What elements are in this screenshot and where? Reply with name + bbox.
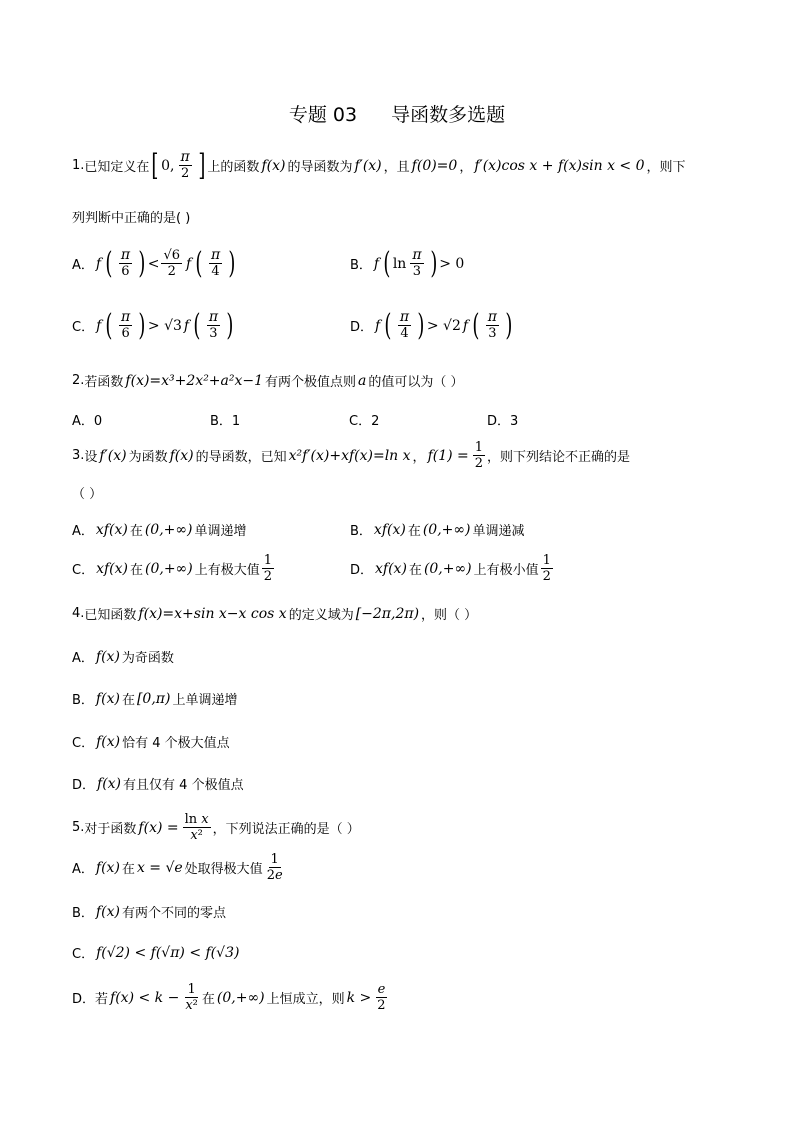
q5-d-label: D． [72,992,96,1007]
q5-number: 5. [72,820,85,835]
q4-d-expr: f(x) [97,775,122,792]
q3-a-text2: 单调递增 [194,524,247,539]
q4-a-label: A． [72,651,94,666]
q1-option-b[interactable]: B． f ( ln $\frac{\pi}{3}$ ) > 0 [350,245,465,281]
q5-b-expr: f(x) [95,903,120,920]
q4-dom: [−2π,2π) [355,605,420,622]
q4-c-expr: f(x) [96,733,121,750]
q3-c-expr: xf(x) [96,560,128,577]
q3-a-expr: xf(x) [95,521,128,538]
q5-d-frac: $\frac{1}{\text{x²}}$ [185,982,198,1013]
q5-d-text3: 上恒成立，则 [266,992,345,1007]
q3-d-text2: 上有极小值 [473,563,539,578]
q4-option-a[interactable] [72,647,174,666]
q2-option-a[interactable]: A．0 [72,414,103,429]
q3-line2: （ ） [72,487,103,502]
q3-text3: 的导函数，已知 [195,450,287,465]
q1-cond2: f′(x)cos x + f(x)sin x < 0 [474,157,645,174]
q4-text: 已知函数 [84,608,137,623]
q3-text: 设 [84,450,98,465]
title-topic: 专题 03 [288,104,358,126]
q3-b-dom: (0,+∞) [422,521,471,538]
q1-a-label: A． [72,258,94,273]
q3-number: 3. [72,448,85,463]
q5-text2: ，下列说法正确的是（ ） [212,822,360,837]
q3-c-val: $\frac{1}{2}$ [263,553,272,584]
q4-d-text: 有且仅有 4 个极值点 [123,778,244,793]
q5-line1: 5. 对于函数 f(x) = $\frac{\text{ln x}}{\text{x²}}$ ，下列说法正确的是（ ） [72,812,360,843]
q3-fprime: f′(x) [99,447,127,464]
q3-line1: 3. 设 f′(x) 为函数 f(x) 的导函数，已知 x²f′(x)+xf(x)=ln x ， f(1) = $\frac{1}{2}$ ，则下列结论不正确的是 [72,440,631,471]
q2-text2: 有两个极值点则 [265,375,357,390]
q1-interval: [ 0, $\frac{\pi}{2}$ ] [151,147,206,183]
q3-b-text: 在 [407,524,421,539]
q1-fprime: f′(x) [354,157,382,174]
q1-text3: 的导函数为 [287,160,353,175]
q4-option-c[interactable] [72,732,230,751]
q4-option-b[interactable] [72,689,237,708]
q5-a-expr: f(x) [95,859,120,876]
q1-fx: f(x) [261,157,286,174]
q3-option-c[interactable] [72,553,276,584]
q3-b-expr: xf(x) [373,521,406,538]
q3-d-dom: (0,+∞) [423,560,472,577]
q1-number: 1. [72,158,85,173]
q3-option-b[interactable] [350,520,525,539]
q3-text4: ， [412,450,426,465]
q3-expr: x²f′(x)+xf(x)=ln x [288,447,411,464]
q4-d-label: D． [72,778,96,793]
q5-d-dom: (0,+∞) [216,989,265,1006]
q2-text3: 的值可以为（ ） [368,375,464,390]
page-title [0,100,794,127]
q3-a-label: A． [72,524,94,539]
q3-d-text: 在 [408,563,422,578]
q2-text: 若函数 [84,375,124,390]
q5-c-expr: f(√2) < f(√π) < f(√3) [96,944,240,961]
q3-fx: f(x) [169,447,194,464]
q3-c-label: C． [72,563,95,578]
q1-line1 [72,147,686,183]
q5-d-text2: 在 [201,992,215,1007]
q3-a-dom: (0,+∞) [144,521,193,538]
q1-option-d[interactable]: D． f ( $\frac{\pi}{4}$ ) > √2 f ( $\frac{\pi}{3}$ ) [350,307,513,343]
q3-option-d[interactable] [350,553,555,584]
q5-a-text2: 处取得极大值 [184,862,263,877]
q1-text: 已知定义在 [84,160,150,175]
q1-line2: 列判断中正确的是( ) [72,211,191,226]
q5-option-a[interactable] [72,852,287,883]
title-name: 导函数多选题 [391,104,506,126]
q5-a-text: 在 [121,862,135,877]
q5-option-d[interactable]: D． 若 f(x) < k − $\frac{1}{\text{x²}}$ 在 (0,+∞) 上恒成立，则 k > $\frac{e}{2}$ [72,982,386,1013]
q4-expr: f(x)=x+sin x−x cos x [138,605,287,622]
q2-option-b[interactable]: B．1 [210,414,241,429]
q4-b-label: B． [72,693,94,708]
q3-b-text2: 单调递减 [472,524,525,539]
q1-option-a[interactable]: A． f ( $\frac{\pi}{6}$ ) < $\frac{√6}{2}$ f ( $\frac{\pi}{4}$ ) [72,245,236,281]
q3-text2: 为函数 [128,450,168,465]
q5-option-b[interactable] [72,902,226,921]
q1-text2: 上的函数 [207,160,260,175]
q2-expr: f(x)=x³+2x²+a²x−1 [125,372,264,389]
q3-c-text2: 上有极大值 [194,563,260,578]
q3-a-text: 在 [129,524,143,539]
q1-option-c[interactable]: C． f ( $\frac{\pi}{6}$ ) > √3 f ( $\frac{\pi}{3}$ ) [72,307,234,343]
q1-text4: ，且 [383,160,410,175]
q1-text5: ， [459,160,473,175]
q3-d-val: $\frac{1}{2}$ [542,553,551,584]
q4-c-label: C． [72,736,95,751]
q3-option-a[interactable] [72,520,247,539]
q4-text2: 的定义域为 [288,608,354,623]
q4-c-text: 恰有 4 个极大值点 [122,736,230,751]
q1-b-label: B． [350,258,372,273]
q3-d-label: D． [350,563,374,578]
q3-text5: ，则下列结论不正确的是 [487,450,631,465]
q5-a-val: $\frac{1}{2e}$ [266,852,283,883]
q5-a-x: x = √e [136,859,183,876]
q2-option-c[interactable]: C．2 [349,414,380,429]
q5-d-res: $\frac{e}{2}$ [377,982,386,1013]
q4-a-expr: f(x) [95,648,120,665]
q4-line1 [72,604,477,623]
q5-text: 对于函数 [84,822,137,837]
q2-option-d[interactable]: D．3 [487,414,519,429]
q4-b-text2: 上单调递增 [172,693,238,708]
q1-cond1: f(0)=0 [411,157,458,174]
q5-b-text: 有两个不同的零点 [121,906,226,921]
q5-a-label: A． [72,862,94,877]
q5-expr: $\frac{\text{ln x}}{\text{x²}}$ [184,812,209,843]
q4-text3: ，则（ ） [421,608,478,623]
q4-number: 4. [72,606,85,621]
q5-option-c[interactable] [72,943,241,962]
q3-c-dom: (0,+∞) [145,560,193,577]
q2-number: 2. [72,373,85,388]
q4-b-text: 在 [121,693,135,708]
q5-c-label: C． [72,947,95,962]
q3-d-expr: xf(x) [375,560,407,577]
q3-c-text: 在 [129,563,143,578]
q5-b-label: B． [72,906,94,921]
q1-text6: ，则下 [646,160,686,175]
q4-b-expr: f(x) [95,690,120,707]
q4-a-text: 为奇函数 [121,651,174,666]
q1-d-label: D． [350,320,374,335]
q4-option-d[interactable] [72,774,244,793]
q2-a: a [358,372,367,389]
q1-c-label: C． [72,320,95,335]
q3-b-label: B． [350,524,372,539]
q5-d-text: 若 [95,992,109,1007]
q4-b-dom: [0,π) [136,690,171,707]
q2-line1 [72,371,464,390]
